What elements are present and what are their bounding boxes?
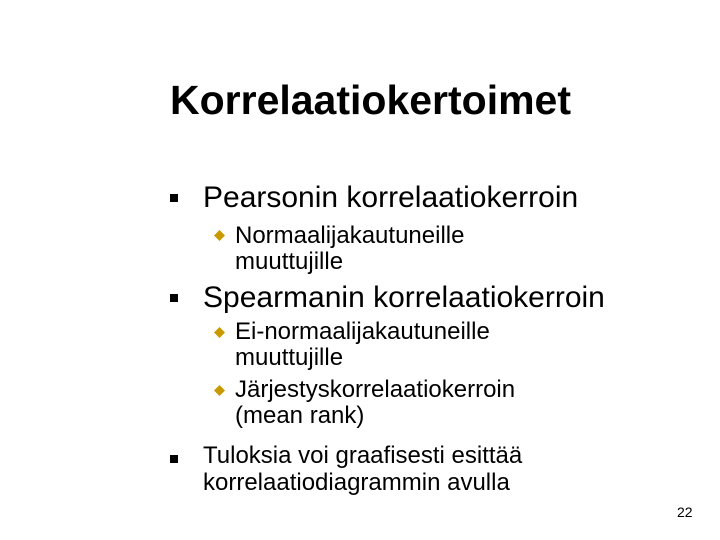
sub-bullet-pearson-line2: muuttujille bbox=[235, 248, 344, 275]
diamond-bullet-icon bbox=[214, 327, 225, 338]
sub-bullet-spearman-1-line1: Ei-normaalijakautuneille bbox=[235, 318, 490, 345]
sub-bullet-spearman-2-line2: (mean rank) bbox=[235, 402, 365, 429]
sub-bullet-spearman-2-line1: Järjestyskorrelaatiokerroin bbox=[235, 376, 516, 403]
sub-bullet-spearman-1-line2: muuttujille bbox=[235, 344, 344, 371]
diamond-bullet-icon bbox=[214, 385, 225, 396]
bullet-graphical-line2: korrelaatiodiagrammin avulla bbox=[203, 469, 510, 496]
square-bullet-icon bbox=[170, 194, 178, 202]
bullet-spearman: Spearmanin korrelaatiokerroin bbox=[203, 281, 605, 314]
sub-bullet-pearson-line1: Normaalijakautuneille bbox=[235, 222, 465, 249]
bullet-pearson: Pearsonin korrelaatiokerroin bbox=[203, 181, 579, 214]
square-bullet-icon bbox=[170, 294, 178, 302]
slide-title: Korrelaatiokertoimet bbox=[170, 77, 572, 123]
diamond-bullet-icon bbox=[214, 230, 225, 241]
page-number: 22 bbox=[677, 504, 693, 520]
bullet-graphical-line1: Tuloksia voi graafisesti esittää bbox=[203, 442, 523, 469]
square-bullet-icon bbox=[170, 455, 178, 463]
